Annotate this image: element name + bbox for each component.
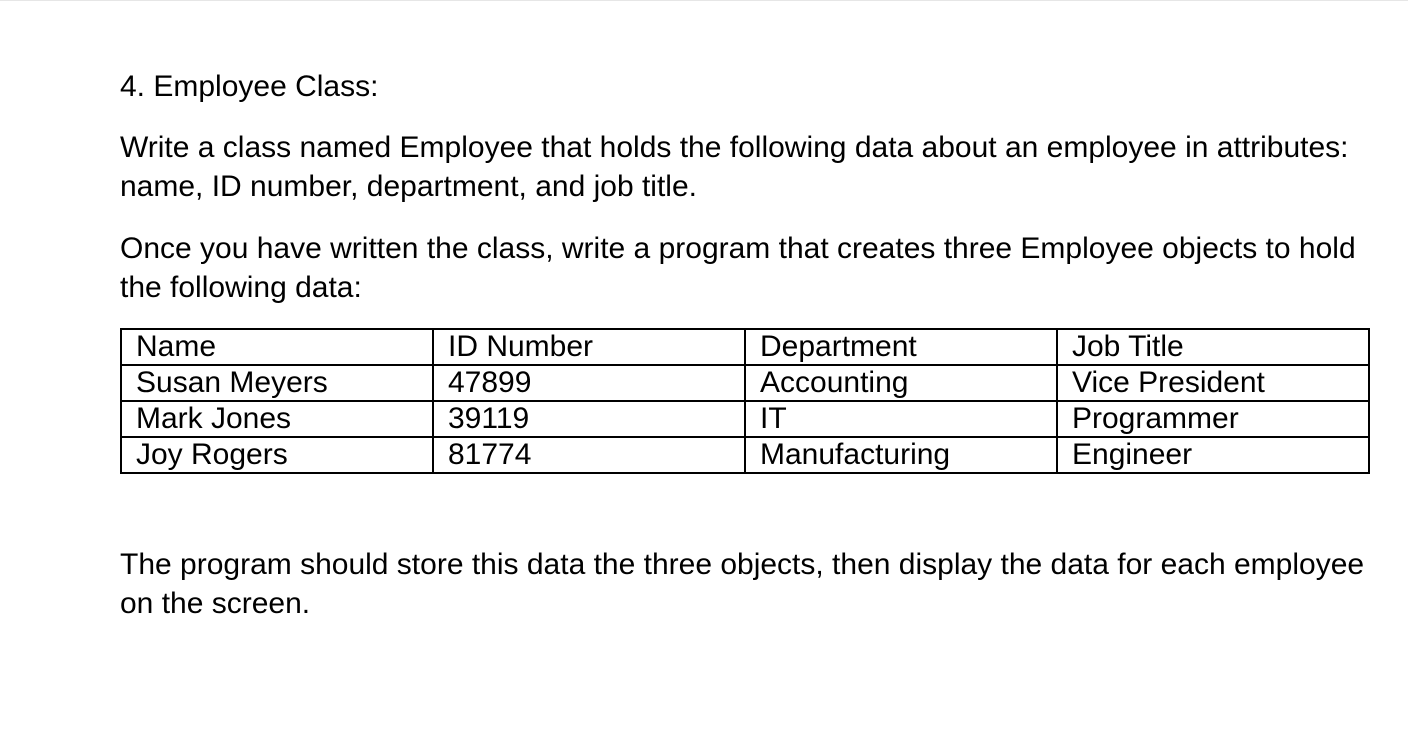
cell-job-title: Programmer (1057, 401, 1369, 437)
table-row (121, 365, 1369, 401)
employee-data-table (120, 328, 1370, 474)
header-cell-name: Name (121, 329, 433, 365)
table-row (121, 401, 1369, 437)
table-header-row (121, 329, 1369, 365)
header-cell-department: Department (745, 329, 1057, 365)
cell-job-title: Vice President (1057, 365, 1369, 401)
cell-id-number: 81774 (433, 437, 745, 473)
table-row (121, 437, 1369, 473)
cell-name: Susan Meyers (121, 365, 433, 401)
section-heading: 4. Employee Class: (120, 70, 379, 103)
paragraph-display-instructions: The program should store this data the three objects, then display the data for each employee on the screen. (120, 548, 1365, 620)
cell-department: Manufacturing (745, 437, 1057, 473)
cell-id-number: 39119 (433, 401, 745, 437)
cell-job-title: Engineer (1057, 437, 1369, 473)
cell-department: IT (745, 401, 1057, 437)
top-divider (0, 0, 1408, 1)
header-cell-id-number: ID Number (433, 329, 745, 365)
paragraph-class-description: Write a class named Employee that holds the following data about an employee in attributes: name, ID number, department, and job title. (120, 131, 1349, 203)
header-cell-job-title: Job Title (1057, 329, 1369, 365)
cell-name: Joy Rogers (121, 437, 433, 473)
paragraph-program-instructions: Once you have written the class, write a program that creates three Employee objects to hold the following data: (120, 232, 1356, 304)
cell-name: Mark Jones (121, 401, 433, 437)
cell-department: Accounting (745, 365, 1057, 401)
cell-id-number: 47899 (433, 365, 745, 401)
